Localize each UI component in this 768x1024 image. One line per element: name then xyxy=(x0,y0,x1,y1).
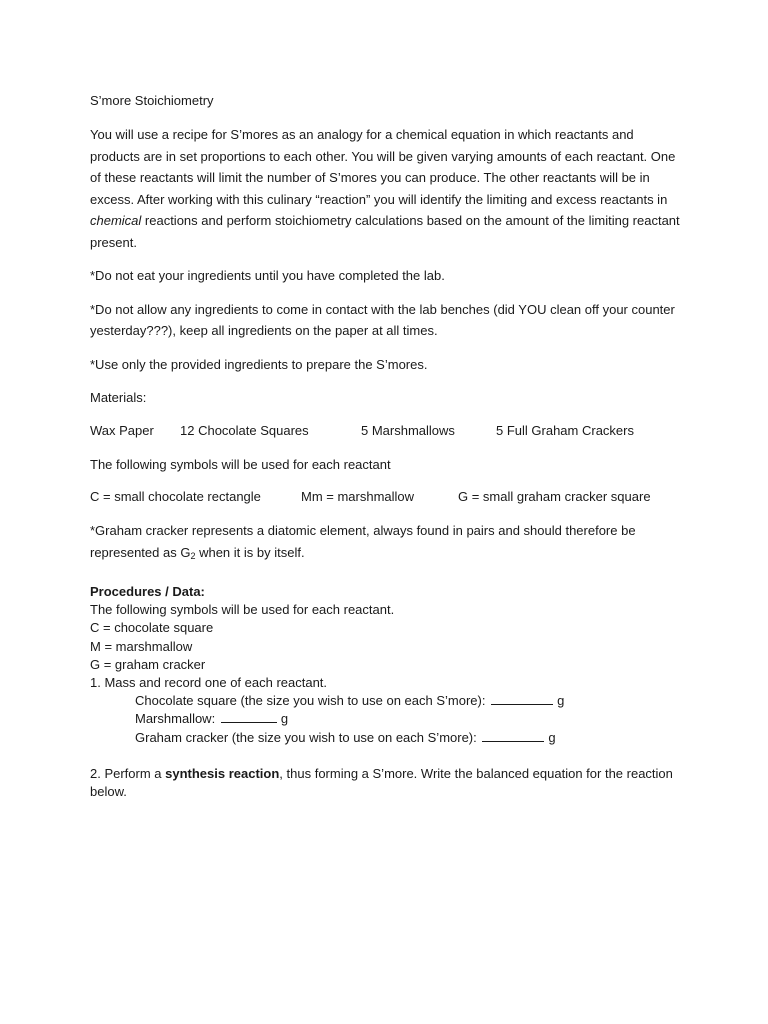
graham-note-text: *Graham cracker represents a diatomic element, always found in pairs and should therefore be represented as G xyxy=(90,523,636,560)
symbol-item: C = small chocolate rectangle xyxy=(90,489,261,504)
rule-provided-ingredients: *Use only the provided ingredients to prepare the S’mores. xyxy=(90,356,428,372)
rule-no-bench-contact: *Do not allow any ingredients to come in contact with the lab benches (did YOU clean off your counter yesterday???), keep all ingredients on the paper at all times. xyxy=(90,301,675,338)
intro-paragraph xyxy=(90,124,680,253)
graham-note-subscript: 2 xyxy=(190,550,196,561)
material-item: 5 Full Graham Crackers xyxy=(496,422,634,438)
chocolate-mass-label: Chocolate square (the size you wish to use on each S’more): xyxy=(135,693,486,709)
graham-mass-label: Graham cracker (the size you wish to use on each S’more): xyxy=(135,729,477,745)
symbols-list xyxy=(90,487,680,507)
step-2-bold: synthesis reaction xyxy=(165,765,280,781)
procedures-symbols-intro: The following symbols will be used for each reactant. xyxy=(90,602,395,618)
material-item: 5 Marshmallows xyxy=(361,422,455,438)
rule-no-eating: *Do not eat your ingredients until you have completed the lab. xyxy=(90,268,445,283)
marshmallow-mass-label: Marshmallow: xyxy=(135,711,216,727)
material-item: 12 Chocolate Squares xyxy=(180,422,309,438)
symbols-intro: The following symbols will be used for each reactant xyxy=(90,456,391,472)
document-title: S’more Stoichiometry xyxy=(90,93,214,108)
procedure-symbol-item: G = graham cracker xyxy=(90,656,206,672)
step-1: 1. Mass and record one of each reactant. xyxy=(90,675,328,691)
graham-mass-row xyxy=(90,729,680,747)
graham-cracker-note xyxy=(90,520,680,567)
marshmallow-mass-unit: g xyxy=(280,711,289,727)
symbol-item: Mm = marshmallow xyxy=(301,489,415,504)
step-2 xyxy=(90,765,680,801)
graham-note-text-end: when it is by itself. xyxy=(195,544,305,560)
graham-mass-unit: g xyxy=(548,729,556,745)
worksheet-page xyxy=(90,92,680,801)
materials-label: Materials: xyxy=(90,390,147,405)
intro-italic-word: chemical xyxy=(90,213,142,228)
materials-list xyxy=(90,421,680,441)
intro-text-1: You will use a recipe for S’mores as an analogy for a chemical equation in which reactants and products are in set proportions to each other. You will be given varying amounts of each reactant. One of these reactants will limit the number of S’mores you can produce. The other reactants will be in excess. After working with this culinary “reaction” you will identify the limiting and excess reactants in xyxy=(90,127,676,207)
material-item: Wax Paper xyxy=(90,422,154,438)
procedures-heading-text: Procedures / Data: xyxy=(90,584,205,599)
chocolate-mass-blank[interactable] xyxy=(491,692,553,705)
marshmallow-mass-row xyxy=(90,710,680,728)
step-2-suffix: , thus forming a S’more. Write the balanced equation for the reaction below. xyxy=(90,765,673,800)
marshmallow-mass-blank[interactable] xyxy=(221,710,277,723)
procedure-symbol-item: M = marshmallow xyxy=(90,638,193,654)
chocolate-mass-unit: g xyxy=(557,693,565,709)
procedure-symbol-item: C = chocolate square xyxy=(90,620,214,636)
symbol-item: G = small graham cracker square xyxy=(458,489,651,504)
step-2-prefix: 2. Perform a xyxy=(90,765,166,781)
graham-mass-blank[interactable] xyxy=(482,729,544,742)
chocolate-mass-row xyxy=(90,692,680,710)
procedures-heading xyxy=(90,583,680,601)
intro-text-2: reactions and perform stoichiometry calculations based on the amount of the limiting reactant present. xyxy=(90,213,680,250)
